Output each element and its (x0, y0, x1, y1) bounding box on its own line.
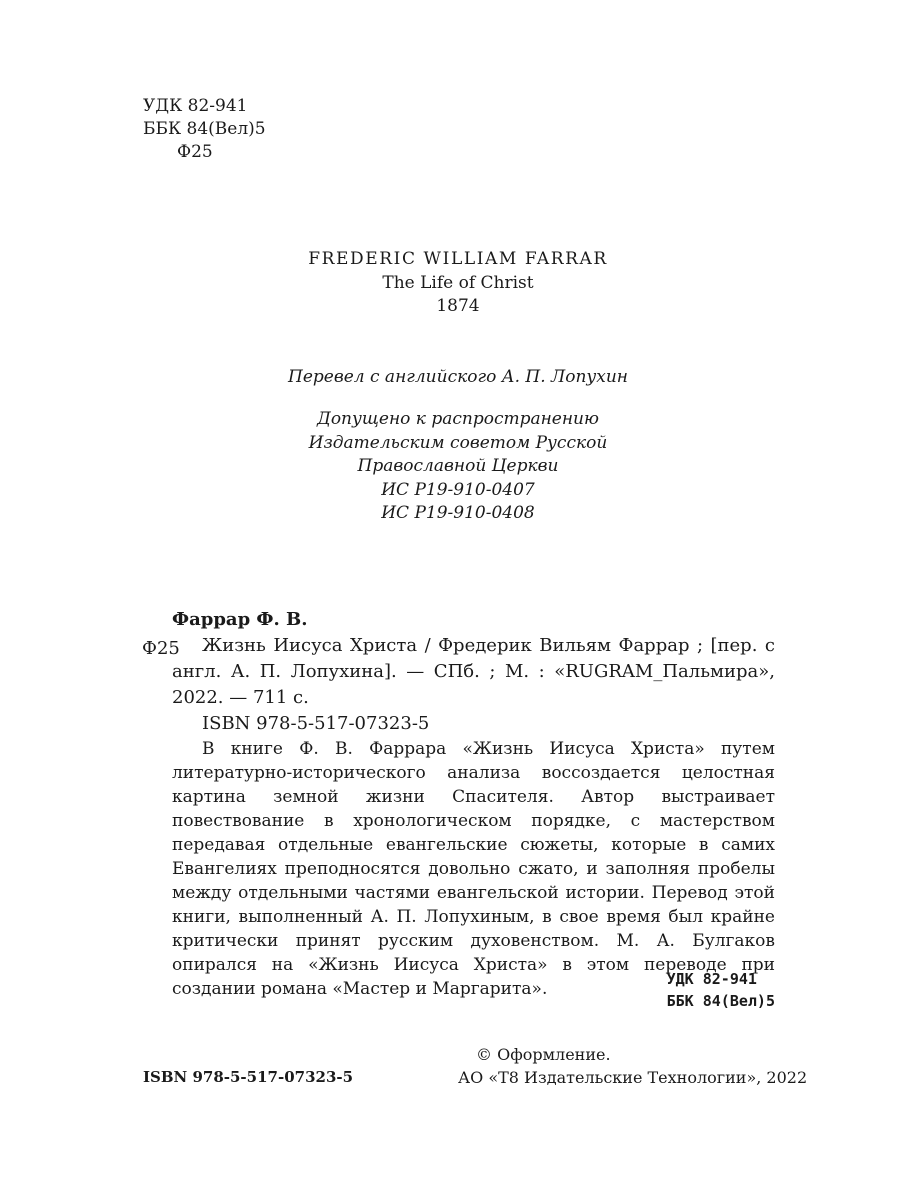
approval-number: ИС Р19-910-0407 (381, 479, 535, 500)
card-isbn: ISBN 978-5-517-07323-5 (202, 713, 430, 734)
original-year: 1874 (436, 296, 480, 316)
original-edition (0, 248, 900, 319)
card-description: Жизнь Иисуса Христа / Фредерик Вильям Фаррар ; [пер. с англ. А. П. Лопухина]. — СПб. ; М. : «RUGRAM_Пальмира», 2022. — 711 с. (172, 635, 775, 708)
approval-line: Православной Церкви (357, 456, 559, 476)
approval-line: Допущено к распространению (317, 409, 599, 429)
original-title: The Life of Christ (382, 272, 534, 293)
translator-credit: Перевел с английского А. П. Лопухин (288, 367, 628, 387)
church-approval (0, 408, 900, 526)
book-abstract: В книге Ф. В. Фаррара «Жизнь Иисуса Христа» путем литературно-исторического анализа воссоздается целостная картина земной жизни Спасителя. Автор выстраивает повествование в хронологическом порядке, с мастерством передавая отдельные евангельские сюжеты, которые в самих Евангелиях преподносятся довольно сжато, и заполняя пробелы между отдельными частями евангельской истории. Перевод этой книги, выполненный А. П. Лопухиным, в свое время был крайне критически принят русским духовенством. М. А. Булгаков опирался на «Жизнь Иисуса Христа» в этом переводе при создании романа «Мастер и Маргарита». (172, 739, 775, 999)
copyright-holder: АО «Т8 Издательские Технологии», 2022 (458, 1068, 808, 1087)
original-author: FREDERIC WILLIAM FARRAR (308, 249, 608, 269)
author-mark: Ф25 (177, 142, 213, 162)
classification-codes (143, 95, 266, 164)
classification-codes-bottom (667, 968, 775, 1012)
footer-isbn: ISBN 978-5-517-07323-5 (143, 1068, 354, 1086)
copyright-notice (458, 1043, 807, 1089)
bbk-code: ББК 84(Вел)5 (666, 992, 775, 1010)
card-author-mark: Ф25 (142, 638, 180, 659)
approval-number: ИС Р19-910-0408 (381, 503, 535, 523)
bbk-code: ББК 84(Вел)5 (143, 119, 266, 139)
udk-code: УДК 82-941 (666, 970, 757, 988)
approval-line: Издательским советом Русской (308, 432, 608, 453)
copyright-line: © Оформление. (476, 1045, 611, 1064)
udk-code: УДК 82-941 (143, 96, 248, 116)
card-author: Фаррар Ф. В. (172, 609, 308, 630)
